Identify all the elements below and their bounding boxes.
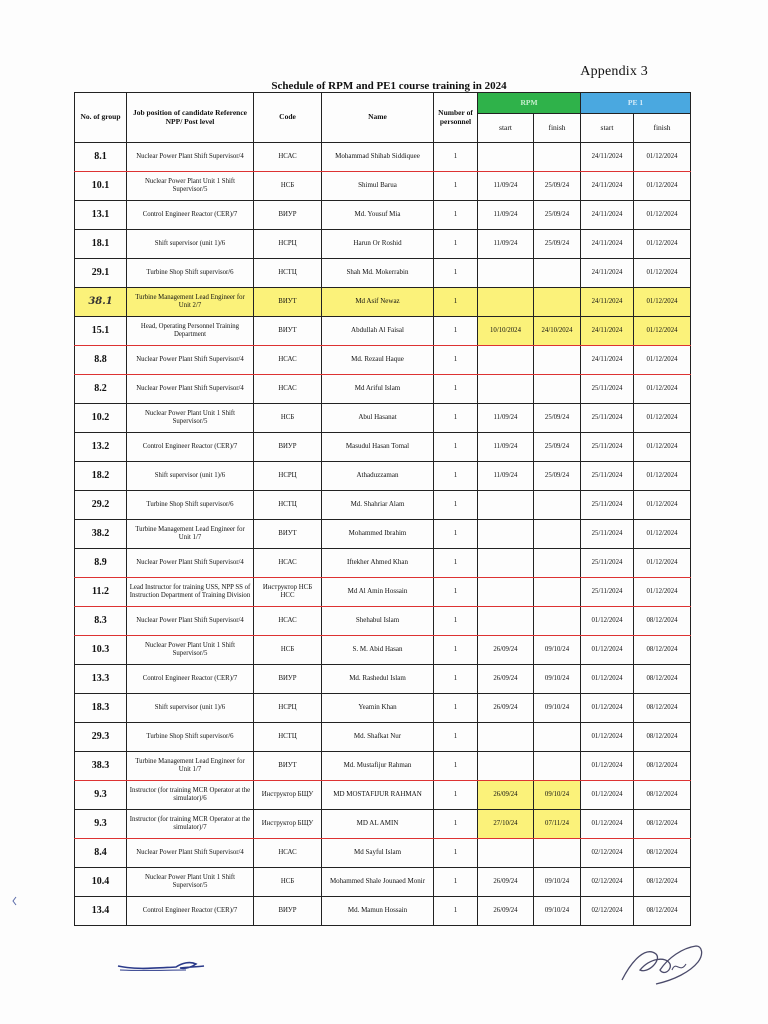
cell-name: Md. Rezaul Haque bbox=[322, 346, 434, 375]
cell-personnel: 1 bbox=[434, 723, 478, 752]
cell-position: Nuclear Power Plant Shift Supervisor/4 bbox=[127, 549, 254, 578]
header-rpm-finish: finish bbox=[534, 114, 581, 143]
cell-pe1-finish: 08/12/2024 bbox=[634, 636, 691, 665]
cell-pe1-start: 24/11/2024 bbox=[581, 288, 634, 317]
cell-name: Md Sayful Islam bbox=[322, 839, 434, 868]
cell-pe1-start: 02/12/2024 bbox=[581, 839, 634, 868]
cell-pe1-start: 01/12/2024 bbox=[581, 607, 634, 636]
cell-pe1-finish: 08/12/2024 bbox=[634, 897, 691, 926]
cell-rpm-finish: 25/09/24 bbox=[534, 201, 581, 230]
cell-rpm-finish: 09/10/24 bbox=[534, 636, 581, 665]
cell-group: 29.2 bbox=[75, 491, 127, 520]
header-personnel: Number of personnel bbox=[434, 93, 478, 143]
cell-personnel: 1 bbox=[434, 288, 478, 317]
cell-position: Instructor (for training MCR Operator at the simulator)/6 bbox=[127, 781, 254, 810]
cell-code: НСАС bbox=[254, 143, 322, 172]
cell-rpm-start: 26/09/24 bbox=[478, 694, 534, 723]
cell-code: ВИУР bbox=[254, 201, 322, 230]
cell-pe1-start: 01/12/2024 bbox=[581, 665, 634, 694]
cell-personnel: 1 bbox=[434, 259, 478, 288]
cell-pe1-start: 02/12/2024 bbox=[581, 868, 634, 897]
cell-group: 38.3 bbox=[75, 752, 127, 781]
cell-pe1-finish: 01/12/2024 bbox=[634, 201, 691, 230]
cell-rpm-finish bbox=[534, 549, 581, 578]
cell-rpm-finish: 09/10/24 bbox=[534, 665, 581, 694]
cell-pe1-finish: 01/12/2024 bbox=[634, 404, 691, 433]
cell-group: 8.1 bbox=[75, 143, 127, 172]
cell-name: MD AL AMIN bbox=[322, 810, 434, 839]
cell-group: 11.2 bbox=[75, 578, 127, 607]
cell-name: Abul Hasanat bbox=[322, 404, 434, 433]
cell-group: 9.3 bbox=[75, 781, 127, 810]
cell-rpm-start bbox=[478, 549, 534, 578]
cell-rpm-finish: 09/10/24 bbox=[534, 694, 581, 723]
cell-personnel: 1 bbox=[434, 317, 478, 346]
table-row bbox=[75, 607, 691, 636]
cell-code: НСАС bbox=[254, 607, 322, 636]
edge-mark bbox=[12, 896, 18, 906]
cell-code: Инструктор НСБ НСС bbox=[254, 578, 322, 607]
header-rpm: RPM bbox=[478, 93, 581, 114]
cell-pe1-finish: 01/12/2024 bbox=[634, 433, 691, 462]
table-row bbox=[75, 781, 691, 810]
cell-name: Harun Or Roshid bbox=[322, 230, 434, 259]
cell-personnel: 1 bbox=[434, 549, 478, 578]
table-row bbox=[75, 172, 691, 201]
cell-position: Turbine Shop Shift supervisor/6 bbox=[127, 259, 254, 288]
cell-position: Control Engineer Reactor (CER)/7 bbox=[127, 665, 254, 694]
table-row bbox=[75, 868, 691, 897]
handwritten-page-mark bbox=[116, 958, 206, 974]
cell-code: НСТЦ bbox=[254, 491, 322, 520]
cell-code: ВИУТ bbox=[254, 317, 322, 346]
cell-pe1-start: 25/11/2024 bbox=[581, 375, 634, 404]
header-pe1-finish: finish bbox=[634, 114, 691, 143]
cell-position: Nuclear Power Plant Unit 1 Shift Supervisor/5 bbox=[127, 404, 254, 433]
schedule-table bbox=[74, 92, 691, 926]
cell-position: Turbine Management Lead Engineer for Unit 1/7 bbox=[127, 752, 254, 781]
cell-pe1-finish: 01/12/2024 bbox=[634, 375, 691, 404]
cell-group: 13.4 bbox=[75, 897, 127, 926]
cell-personnel: 1 bbox=[434, 491, 478, 520]
cell-position: Head, Operating Personnel Training Department bbox=[127, 317, 254, 346]
cell-personnel: 1 bbox=[434, 520, 478, 549]
table-row bbox=[75, 433, 691, 462]
cell-code: НСРЦ bbox=[254, 462, 322, 491]
cell-rpm-start: 10/10/2024 bbox=[478, 317, 534, 346]
cell-code: ВИУТ bbox=[254, 520, 322, 549]
cell-rpm-start: 11/09/24 bbox=[478, 433, 534, 462]
cell-pe1-start: 25/11/2024 bbox=[581, 433, 634, 462]
cell-personnel: 1 bbox=[434, 433, 478, 462]
cell-pe1-finish: 08/12/2024 bbox=[634, 868, 691, 897]
cell-pe1-finish: 01/12/2024 bbox=[634, 143, 691, 172]
cell-name: Shah Md. Mokerrabin bbox=[322, 259, 434, 288]
table-row bbox=[75, 346, 691, 375]
cell-personnel: 1 bbox=[434, 143, 478, 172]
cell-rpm-start bbox=[478, 839, 534, 868]
cell-rpm-finish bbox=[534, 723, 581, 752]
cell-name: Md. Mustafijur Rahman bbox=[322, 752, 434, 781]
cell-name: Md. Yousuf Mia bbox=[322, 201, 434, 230]
cell-personnel: 1 bbox=[434, 694, 478, 723]
cell-pe1-finish: 08/12/2024 bbox=[634, 781, 691, 810]
cell-pe1-start: 01/12/2024 bbox=[581, 810, 634, 839]
cell-pe1-finish: 01/12/2024 bbox=[634, 230, 691, 259]
table-row bbox=[75, 259, 691, 288]
cell-pe1-start: 25/11/2024 bbox=[581, 520, 634, 549]
cell-position: Turbine Shop Shift supervisor/6 bbox=[127, 491, 254, 520]
table-row bbox=[75, 288, 691, 317]
cell-rpm-start: 26/09/24 bbox=[478, 897, 534, 926]
cell-rpm-start: 26/09/24 bbox=[478, 781, 534, 810]
table-row bbox=[75, 578, 691, 607]
header-rpm-start: start bbox=[478, 114, 534, 143]
table-row bbox=[75, 375, 691, 404]
cell-personnel: 1 bbox=[434, 752, 478, 781]
cell-name: Md Asif Newaz bbox=[322, 288, 434, 317]
cell-personnel: 1 bbox=[434, 462, 478, 491]
cell-group: 9.3 bbox=[75, 810, 127, 839]
cell-pe1-start: 24/11/2024 bbox=[581, 172, 634, 201]
cell-code: ВИУТ bbox=[254, 752, 322, 781]
cell-pe1-finish: 01/12/2024 bbox=[634, 549, 691, 578]
cell-group: 13.1 bbox=[75, 201, 127, 230]
cell-pe1-start: 01/12/2024 bbox=[581, 781, 634, 810]
table-row bbox=[75, 317, 691, 346]
header-position: Job position of candidate Reference NPP/ Post level bbox=[127, 93, 254, 143]
table-row bbox=[75, 520, 691, 549]
cell-rpm-finish: 09/10/24 bbox=[534, 868, 581, 897]
cell-personnel: 1 bbox=[434, 578, 478, 607]
cell-rpm-finish: 25/09/24 bbox=[534, 404, 581, 433]
cell-pe1-finish: 08/12/2024 bbox=[634, 723, 691, 752]
cell-pe1-finish: 08/12/2024 bbox=[634, 839, 691, 868]
cell-rpm-start bbox=[478, 143, 534, 172]
cell-personnel: 1 bbox=[434, 810, 478, 839]
cell-rpm-finish: 09/10/24 bbox=[534, 781, 581, 810]
cell-rpm-finish: 07/11/24 bbox=[534, 810, 581, 839]
cell-code: НСАС bbox=[254, 375, 322, 404]
cell-pe1-start: 01/12/2024 bbox=[581, 694, 634, 723]
cell-personnel: 1 bbox=[434, 897, 478, 926]
cell-personnel: 1 bbox=[434, 404, 478, 433]
cell-rpm-finish bbox=[534, 607, 581, 636]
cell-rpm-finish: 09/10/24 bbox=[534, 897, 581, 926]
cell-rpm-finish bbox=[534, 259, 581, 288]
cell-position: Control Engineer Reactor (CER)/7 bbox=[127, 433, 254, 462]
cell-pe1-finish: 08/12/2024 bbox=[634, 665, 691, 694]
cell-pe1-finish: 01/12/2024 bbox=[634, 172, 691, 201]
cell-position: Nuclear Power Plant Shift Supervisor/4 bbox=[127, 839, 254, 868]
header-group: No. of group bbox=[75, 93, 127, 143]
cell-position: Nuclear Power Plant Shift Supervisor/4 bbox=[127, 375, 254, 404]
cell-position: Control Engineer Reactor (CER)/7 bbox=[127, 897, 254, 926]
cell-rpm-finish: 24/10/2024 bbox=[534, 317, 581, 346]
cell-code: НСБ bbox=[254, 404, 322, 433]
cell-group: 8.4 bbox=[75, 839, 127, 868]
table-row bbox=[75, 694, 691, 723]
cell-position: Turbine Management Lead Engineer for Unit 2/7 bbox=[127, 288, 254, 317]
cell-name: Shimul Barua bbox=[322, 172, 434, 201]
cell-name: Md. Mamun Hossain bbox=[322, 897, 434, 926]
cell-pe1-start: 24/11/2024 bbox=[581, 230, 634, 259]
cell-pe1-start: 01/12/2024 bbox=[581, 752, 634, 781]
cell-code: НСТЦ bbox=[254, 723, 322, 752]
cell-name: Abdullah Al Faisal bbox=[322, 317, 434, 346]
cell-rpm-start: 26/09/24 bbox=[478, 868, 534, 897]
cell-code: ВИУР bbox=[254, 433, 322, 462]
cell-rpm-start: 11/09/24 bbox=[478, 230, 534, 259]
cell-rpm-start bbox=[478, 375, 534, 404]
cell-code: НСАС bbox=[254, 549, 322, 578]
cell-group: 18.2 bbox=[75, 462, 127, 491]
appendix-label: Appendix 3 bbox=[580, 64, 648, 79]
cell-code: НСАС bbox=[254, 839, 322, 868]
cell-name: Md Al Amin Hossain bbox=[322, 578, 434, 607]
cell-name: Mohammad Shihab Siddiquee bbox=[322, 143, 434, 172]
cell-pe1-finish: 08/12/2024 bbox=[634, 694, 691, 723]
cell-rpm-start bbox=[478, 578, 534, 607]
cell-name: Yeamin Khan bbox=[322, 694, 434, 723]
cell-position: Nuclear Power Plant Unit 1 Shift Supervisor/5 bbox=[127, 636, 254, 665]
header-name: Name bbox=[322, 93, 434, 143]
cell-pe1-finish: 01/12/2024 bbox=[634, 520, 691, 549]
cell-code: НСБ bbox=[254, 636, 322, 665]
cell-pe1-start: 24/11/2024 bbox=[581, 346, 634, 375]
header-pe1-start: start bbox=[581, 114, 634, 143]
cell-group: 38.2 bbox=[75, 520, 127, 549]
cell-personnel: 1 bbox=[434, 201, 478, 230]
cell-rpm-start bbox=[478, 259, 534, 288]
table-row bbox=[75, 462, 691, 491]
cell-rpm-start bbox=[478, 607, 534, 636]
cell-pe1-start: 25/11/2024 bbox=[581, 578, 634, 607]
table-row bbox=[75, 723, 691, 752]
cell-rpm-start bbox=[478, 491, 534, 520]
cell-pe1-finish: 08/12/2024 bbox=[634, 752, 691, 781]
cell-personnel: 1 bbox=[434, 607, 478, 636]
cell-personnel: 1 bbox=[434, 839, 478, 868]
cell-position: Shift supervisor (unit 1)/6 bbox=[127, 230, 254, 259]
cell-rpm-start: 11/09/24 bbox=[478, 404, 534, 433]
table-header bbox=[75, 93, 691, 143]
cell-position: Turbine Shop Shift supervisor/6 bbox=[127, 723, 254, 752]
cell-pe1-finish: 08/12/2024 bbox=[634, 810, 691, 839]
cell-rpm-start bbox=[478, 520, 534, 549]
cell-group: 13.2 bbox=[75, 433, 127, 462]
cell-rpm-start: 27/10/24 bbox=[478, 810, 534, 839]
cell-name: Shehabul Islam bbox=[322, 607, 434, 636]
cell-rpm-start: 11/09/24 bbox=[478, 201, 534, 230]
cell-group: 18.1 bbox=[75, 230, 127, 259]
cell-code: НСАС bbox=[254, 346, 322, 375]
cell-position: Shift supervisor (unit 1)/6 bbox=[127, 694, 254, 723]
cell-rpm-finish bbox=[534, 491, 581, 520]
cell-group: 8.8 bbox=[75, 346, 127, 375]
table-row bbox=[75, 230, 691, 259]
table-row bbox=[75, 897, 691, 926]
table-row bbox=[75, 636, 691, 665]
cell-pe1-start: 25/11/2024 bbox=[581, 404, 634, 433]
cell-code: НСТЦ bbox=[254, 259, 322, 288]
cell-pe1-start: 25/11/2024 bbox=[581, 462, 634, 491]
cell-rpm-start: 26/09/24 bbox=[478, 636, 534, 665]
cell-position: Lead Instructor for training USS, NPP SS of Instruction Department of Training Division bbox=[127, 578, 254, 607]
cell-pe1-start: 24/11/2024 bbox=[581, 259, 634, 288]
cell-pe1-finish: 01/12/2024 bbox=[634, 491, 691, 520]
cell-personnel: 1 bbox=[434, 781, 478, 810]
cell-pe1-finish: 01/12/2024 bbox=[634, 259, 691, 288]
table-row bbox=[75, 665, 691, 694]
cell-personnel: 1 bbox=[434, 868, 478, 897]
cell-code: НСРЦ bbox=[254, 694, 322, 723]
cell-pe1-finish: 01/12/2024 bbox=[634, 578, 691, 607]
cell-personnel: 1 bbox=[434, 230, 478, 259]
cell-rpm-finish: 25/09/24 bbox=[534, 433, 581, 462]
cell-position: Nuclear Power Plant Shift Supervisor/4 bbox=[127, 607, 254, 636]
cell-code: ВИУР bbox=[254, 897, 322, 926]
cell-pe1-start: 24/11/2024 bbox=[581, 143, 634, 172]
table-row bbox=[75, 752, 691, 781]
table-body bbox=[75, 143, 691, 926]
cell-rpm-finish bbox=[534, 375, 581, 404]
header-pe1: PE 1 bbox=[581, 93, 691, 114]
cell-rpm-start bbox=[478, 723, 534, 752]
cell-group: 15.1 bbox=[75, 317, 127, 346]
signature bbox=[616, 940, 708, 990]
cell-pe1-start: 25/11/2024 bbox=[581, 491, 634, 520]
cell-rpm-finish bbox=[534, 288, 581, 317]
cell-position: Control Engineer Reactor (CER)/7 bbox=[127, 201, 254, 230]
table-row bbox=[75, 839, 691, 868]
header-code: Code bbox=[254, 93, 322, 143]
cell-name: Mohammed Shale Jounaed Monir bbox=[322, 868, 434, 897]
table-row bbox=[75, 549, 691, 578]
cell-position: Shift supervisor (unit 1)/6 bbox=[127, 462, 254, 491]
cell-name: Masudul Hasan Tomal bbox=[322, 433, 434, 462]
cell-name: Mohammed Ibrahim bbox=[322, 520, 434, 549]
cell-group: 8.2 bbox=[75, 375, 127, 404]
cell-name: Iftekher Ahmed Khan bbox=[322, 549, 434, 578]
cell-code: НСБ bbox=[254, 868, 322, 897]
cell-code: ВИУТ bbox=[254, 288, 322, 317]
cell-pe1-start: 24/11/2024 bbox=[581, 317, 634, 346]
cell-name: MD MOSTAFIJUR RAHMAN bbox=[322, 781, 434, 810]
cell-pe1-finish: 01/12/2024 bbox=[634, 288, 691, 317]
cell-pe1-finish: 01/12/2024 bbox=[634, 317, 691, 346]
cell-position: Nuclear Power Plant Shift Supervisor/4 bbox=[127, 143, 254, 172]
cell-pe1-start: 24/11/2024 bbox=[581, 201, 634, 230]
cell-rpm-finish bbox=[534, 346, 581, 375]
cell-code: НСРЦ bbox=[254, 230, 322, 259]
cell-rpm-start bbox=[478, 288, 534, 317]
cell-name: Md. Rashedul Islam bbox=[322, 665, 434, 694]
cell-rpm-finish: 25/09/24 bbox=[534, 462, 581, 491]
cell-rpm-finish bbox=[534, 839, 581, 868]
cell-rpm-start bbox=[478, 346, 534, 375]
document-title: Schedule of RPM and PE1 course training in 2024 bbox=[271, 80, 507, 92]
cell-group: 10.1 bbox=[75, 172, 127, 201]
cell-position: Turbine Management Lead Engineer for Unit 1/7 bbox=[127, 520, 254, 549]
cell-group: 8.9 bbox=[75, 549, 127, 578]
table-row bbox=[75, 810, 691, 839]
cell-rpm-finish bbox=[534, 143, 581, 172]
cell-pe1-start: 01/12/2024 bbox=[581, 636, 634, 665]
cell-group: 18.3 bbox=[75, 694, 127, 723]
cell-personnel: 1 bbox=[434, 346, 478, 375]
cell-group: 38.1 bbox=[75, 288, 127, 317]
cell-rpm-finish bbox=[534, 752, 581, 781]
cell-name: Md. Shahriar Alam bbox=[322, 491, 434, 520]
cell-code: НСБ bbox=[254, 172, 322, 201]
cell-personnel: 1 bbox=[434, 636, 478, 665]
cell-name: Athaduzzaman bbox=[322, 462, 434, 491]
cell-rpm-finish bbox=[534, 578, 581, 607]
cell-pe1-start: 02/12/2024 bbox=[581, 897, 634, 926]
cell-personnel: 1 bbox=[434, 375, 478, 404]
cell-group: 8.3 bbox=[75, 607, 127, 636]
table-row bbox=[75, 491, 691, 520]
cell-pe1-start: 01/12/2024 bbox=[581, 723, 634, 752]
cell-group: 29.3 bbox=[75, 723, 127, 752]
cell-group: 29.1 bbox=[75, 259, 127, 288]
cell-rpm-start: 26/09/24 bbox=[478, 665, 534, 694]
cell-name: Md. Shafkat Nur bbox=[322, 723, 434, 752]
cell-rpm-finish: 25/09/24 bbox=[534, 172, 581, 201]
cell-pe1-start: 25/11/2024 bbox=[581, 549, 634, 578]
cell-position: Nuclear Power Plant Shift Supervisor/4 bbox=[127, 346, 254, 375]
cell-group: 10.2 bbox=[75, 404, 127, 433]
cell-pe1-finish: 08/12/2024 bbox=[634, 607, 691, 636]
cell-rpm-start bbox=[478, 752, 534, 781]
cell-code: Инструктор БЩУ bbox=[254, 810, 322, 839]
cell-personnel: 1 bbox=[434, 172, 478, 201]
cell-pe1-finish: 01/12/2024 bbox=[634, 346, 691, 375]
cell-code: ВИУР bbox=[254, 665, 322, 694]
cell-name: Md Ariful Islam bbox=[322, 375, 434, 404]
cell-group: 13.3 bbox=[75, 665, 127, 694]
cell-rpm-start: 11/09/24 bbox=[478, 462, 534, 491]
cell-rpm-finish: 25/09/24 bbox=[534, 230, 581, 259]
table-row bbox=[75, 143, 691, 172]
cell-group: 10.4 bbox=[75, 868, 127, 897]
cell-position: Nuclear Power Plant Unit 1 Shift Supervisor/5 bbox=[127, 868, 254, 897]
table-row bbox=[75, 404, 691, 433]
cell-code: Инструктор БЩУ bbox=[254, 781, 322, 810]
cell-personnel: 1 bbox=[434, 665, 478, 694]
cell-name: S. M. Abid Hasan bbox=[322, 636, 434, 665]
cell-position: Instructor (for training MCR Operator at the simulator)/7 bbox=[127, 810, 254, 839]
cell-pe1-finish: 01/12/2024 bbox=[634, 462, 691, 491]
cell-position: Nuclear Power Plant Unit 1 Shift Supervisor/5 bbox=[127, 172, 254, 201]
cell-rpm-start: 11/09/24 bbox=[478, 172, 534, 201]
cell-group: 10.3 bbox=[75, 636, 127, 665]
table-row bbox=[75, 201, 691, 230]
cell-rpm-finish bbox=[534, 520, 581, 549]
